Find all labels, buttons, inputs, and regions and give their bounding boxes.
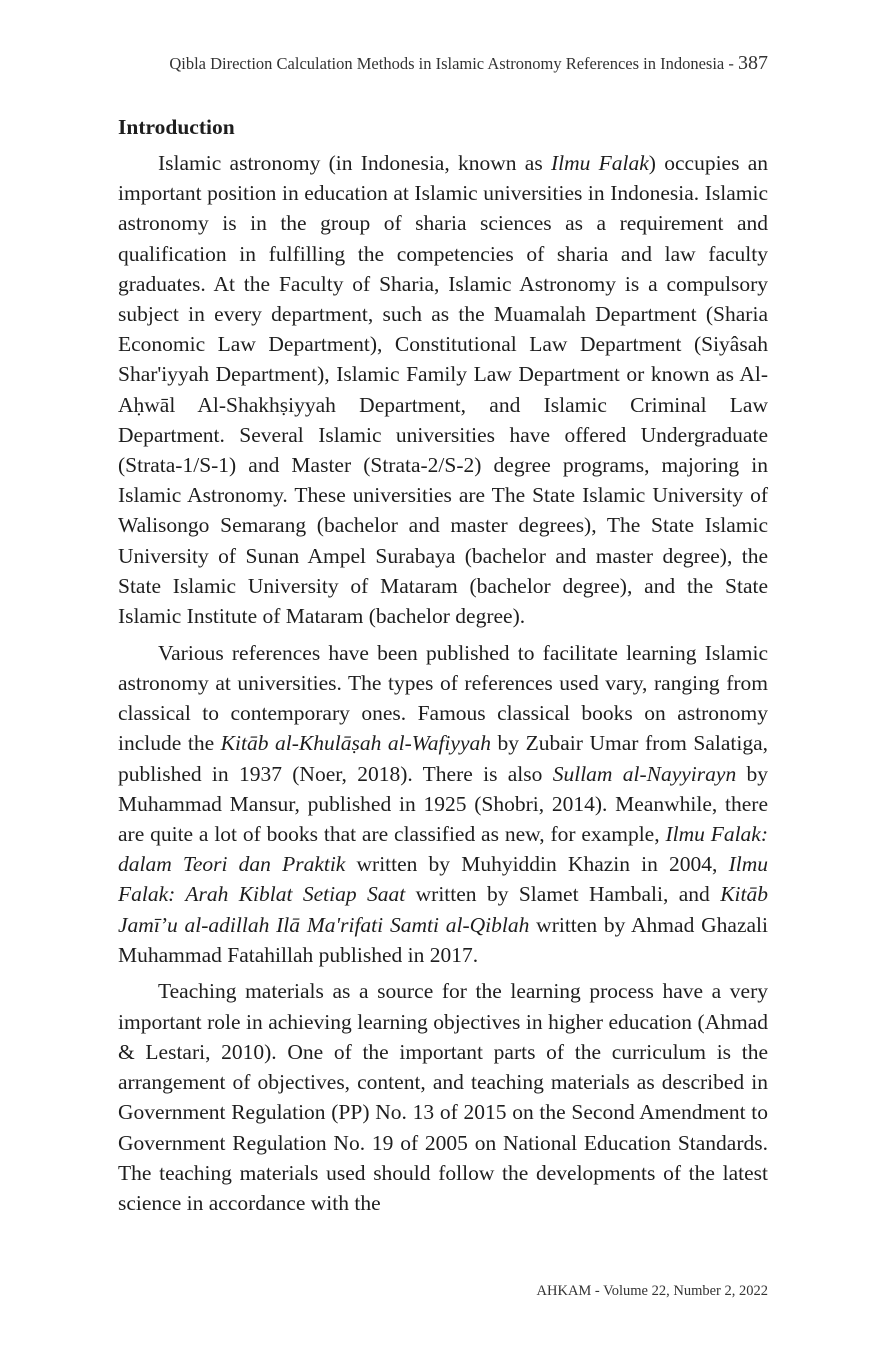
italic-title: Sullam al-Nayyirayn <box>552 761 737 786</box>
text-run: Teaching materials as a source for the learning process have a very important role in achieving learning objectives in higher education (Ahmad & Lestari, 2010). One of the important parts of the curriculum is the arrangement of objectives, content, and teaching materials as described in Government Regulation (PP) No. 13 of 2015 on the Second Amendment to Government Regulation No. 19 of 2005 on National Education Standards. The teaching materials used should follow the developments of the latest science in accordance with the <box>118 979 768 1215</box>
paragraph-3 <box>118 976 768 1218</box>
journal-footer: AHKAM - Volume 22, Number 2, 2022 <box>536 1283 768 1299</box>
paragraph-2 <box>118 638 768 970</box>
running-header-title: Qibla Direction Calculation Methods in Islamic Astronomy References in Indonesia <box>169 54 725 73</box>
text-run: by Muhammad Mansur, published in 1925 (Shobri, 2014). Meanwhile, there are quite a lot of books that are classified as new, for example, <box>118 761 769 846</box>
text-run: by Zubair Umar from Salatiga, published in 1937 (Noer, 2018). There is also <box>118 731 768 786</box>
text-run: ) occupies an important position in education at Islamic universities in Indonesia. Islamic astronomy is in the group of sharia sciences as a requirement and qualification in fulfilling the competencies of sharia and law faculty graduates. At the Faculty of Sharia, Islamic Astronomy is a compulsory subject in every department, such as the Muamalah Department (Sharia Economic Law Department), Constitutional Law Department (Siyâsah Shar'iyyah Department), Islamic Family Law Department or known as Al-Aḥwāl Al-Shakhṣiyyah Department, and Islamic Criminal Law Department. Several Islamic universities have offered Undergraduate (Strata-1/S-1) and Master (Strata-2/S-2) degree programs, majoring in Islamic Astronomy. These universities are The State Islamic University of Walisongo Semarang (bachelor and master degrees), The State Islamic University of Sunan Ampel Surabaya (bachelor and master degree), the State Islamic University of Mataram (bachelor degree), and the State Islamic Institute of Mataram (bachelor degree). <box>118 151 769 629</box>
italic-title: Ilmu Falak: dalam Teori dan Praktik <box>118 821 769 877</box>
section-heading: Introduction <box>118 115 235 139</box>
running-header-separator: - <box>728 54 734 73</box>
text-run: Islamic astronomy (in Indonesia, known as <box>158 151 551 175</box>
text-run: written by Slamet Hambali, and <box>405 882 721 907</box>
italic-title: Kitāb al-Khulāṣah al-Wafiyyah <box>220 731 491 756</box>
italic-title: Kitāb Jamī’u al-adillah Ilā Ma'rifati Samti al-Qiblah <box>118 882 768 937</box>
italic-title: Ilmu Falak: Arah Kiblat Setiap Saat <box>118 852 768 907</box>
paragraph-1 <box>118 148 768 631</box>
page-number: 387 <box>738 52 768 74</box>
body-text <box>118 148 768 1225</box>
italic-title: Ilmu Falak <box>550 151 649 175</box>
running-header <box>169 52 768 75</box>
text-run: Various references have been published to facilitate learning Islamic astronomy at universities. The types of references used vary, ranging from classical to contemporary ones. Famous classical books on astronomy include the <box>118 640 768 756</box>
text-run: written by Muhyiddin Khazin in 2004, <box>345 852 729 877</box>
text-run: written by Ahmad Ghazali Muhammad Fatahillah published in 2017. <box>118 912 768 967</box>
